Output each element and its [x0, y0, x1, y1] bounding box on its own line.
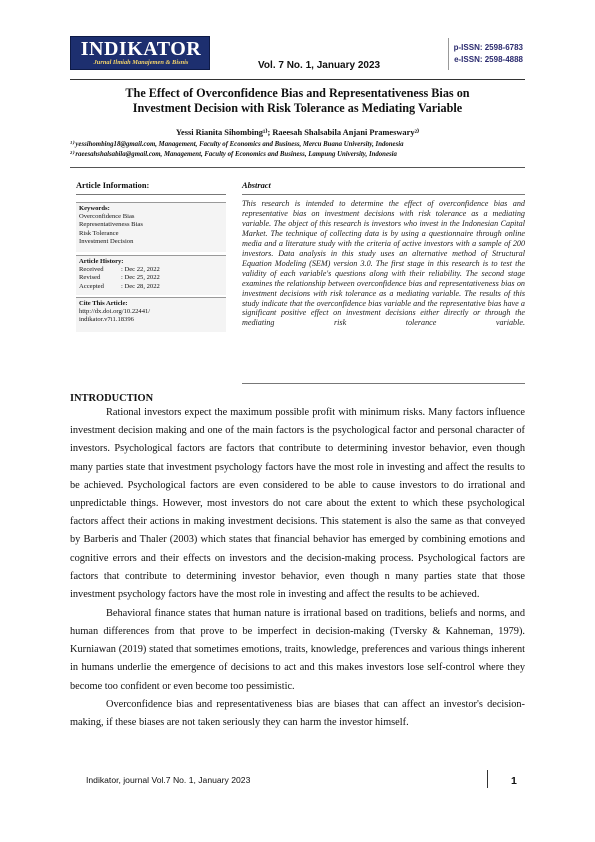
abstract-divider: [242, 194, 525, 195]
article-title: [70, 86, 525, 116]
doi-link-line-1[interactable]: http://dx.doi.org/10.22441/: [79, 308, 151, 316]
e-issn: e-ISSN: 2598-4888: [454, 55, 523, 64]
doi-link-line-2[interactable]: indikator.v7i1.18396: [79, 316, 134, 324]
issue-label: Vol. 7 No. 1, January 2023: [258, 60, 381, 71]
author-list: Yessi Rianita Sihombing¹⁾; Raeesah Shalsabila Anjani Prameswary²⁾: [175, 128, 420, 137]
cite-box: [76, 297, 226, 332]
history-label: Revised: [79, 274, 101, 282]
history-label: Received: [79, 266, 104, 274]
history-date: : Dec 22, 2022: [121, 266, 160, 274]
abstract-heading: Abstract: [242, 181, 271, 190]
article-history-box: [76, 255, 226, 295]
abstract-text: This research is intended to determine the effect of overconfidence bias and representative bias on investment decisions with risk tolerance as a mediating variable. The object of this research is investors who invest in the Indonesian Capital Market. The technique of collecting data is by using a questionnaire through online media and a literature study with the criteria of active investors with a sample of 200 investors. Data analysis in this study uses an alternative method of Structural Equation Modeling (SEM) version 3.0. The first stage in this research is to test the validity of each variable's questions along with their reliability. The second stage examines the relationship between overconfidence bias and representativeness bias on investment decisions with risk tolerance as a mediating variable. The results of this study indicate that the overconfidence bias variable and the representative bias have a significant positive effect on investment decisions either directly or through the mediating risk tolerance variable.: [242, 199, 525, 328]
keyword: Investment Decision: [79, 237, 134, 245]
issn-block: [448, 38, 525, 70]
affiliation-2: ²⁾ raeesahshalsabila@gmail.com, Management, Faculty of Economics and Business, Lampung University, Indonesia: [70, 151, 397, 158]
logo-title: INDIKATOR: [80, 38, 202, 60]
footer-divider: [487, 770, 488, 788]
history-row-received: [79, 266, 223, 274]
keyword: Representativeness Bias: [79, 221, 143, 229]
article-info-heading: Article Information:: [76, 181, 150, 190]
history-date: : Dec 28, 2022: [121, 282, 160, 290]
introduction-body: [70, 404, 525, 733]
logo-subtitle: Jurnal Ilmiah Manajemen & Bisnis: [93, 59, 189, 66]
footer-journal-line: Indikator, journal Vol.7 No. 1, January 2023: [86, 775, 251, 785]
introduction-heading: INTRODUCTION: [70, 393, 154, 404]
title-line-1: The Effect of Overconfidence Bias and Representativeness Bias on: [125, 86, 470, 100]
paragraph: Rational investors expect the maximum possible profit with minimum risks. Many factors influence investment decision making and one of the main factors is the psychological factor and personal character of investors. Psychological factors are factors that contribute to determining investor behavior, even though many parties state that investment psychology factors have the most role in investing and affect the results to be achieved. Psychological factors are even considered to be able to cause investors to do irrational and unpredictable things. However, most investors do not care about the extent to which these psychological factors affect their actions in making investment decisions. This statement is also the same as that conveyed by Barberis and Thaler (2003) which states that financial behavior has emerged by combining emotions and cognitive errors and their effects on investors and the decision-making process. Psychological factors are factors that contribute to determining investor behavior, even though n many parties state that those investment psychology factors have the most role in investing and affect the results to be achieved.: [70, 407, 525, 601]
paragraph: Behavioral finance states that human nature is irrational based on traditions, beliefs and norms, and human differences from that prove to be imperfect in decision-making (Tversky & Kahneman, 1979). Kurniawan (2019) stated that sometimes emotions, traits, knowledge, preferences and various things inherent in humans underlie the emergence of decisions to act and this makes investors lose self-control where they become too confident or even become too pessimistic.: [70, 607, 525, 692]
p-issn: p-ISSN: 2598-6783: [453, 43, 523, 52]
keywords-heading: Keywords:: [79, 205, 110, 212]
history-heading: Article History:: [79, 258, 124, 265]
history-row-revised: [79, 274, 223, 282]
keyword: Overconfidence Bias: [79, 213, 135, 221]
header-divider: [70, 79, 525, 80]
abstract-bottom-divider: [242, 383, 525, 384]
cite-heading: Cite This Article:: [79, 300, 128, 307]
journal-logo: [70, 36, 210, 70]
keyword: Risk Tolerance: [79, 229, 119, 237]
article-info-divider: [76, 194, 226, 195]
paragraph: Overconfidence bias and representativeness bias are biases that can affect an investor's decision-making, if these biases are not taken seriously they can harm the investor himself.: [70, 699, 525, 729]
affiliation-divider: [70, 167, 525, 168]
keywords-box: [76, 202, 226, 252]
history-label: Accepted: [79, 282, 104, 290]
title-line-2: Investment Decision with Risk Tolerance as Mediating Variable: [132, 101, 463, 115]
journal-header: [70, 36, 525, 76]
affiliation-1: ¹⁾ yessihombing18@gmail.com, Management, Faculty of Economics and Business, Mercu Buana University, Indonesia: [70, 141, 404, 148]
history-row-accepted: [79, 283, 223, 291]
history-date: : Dec 25, 2022: [121, 274, 160, 282]
page-number: 1: [511, 775, 517, 787]
